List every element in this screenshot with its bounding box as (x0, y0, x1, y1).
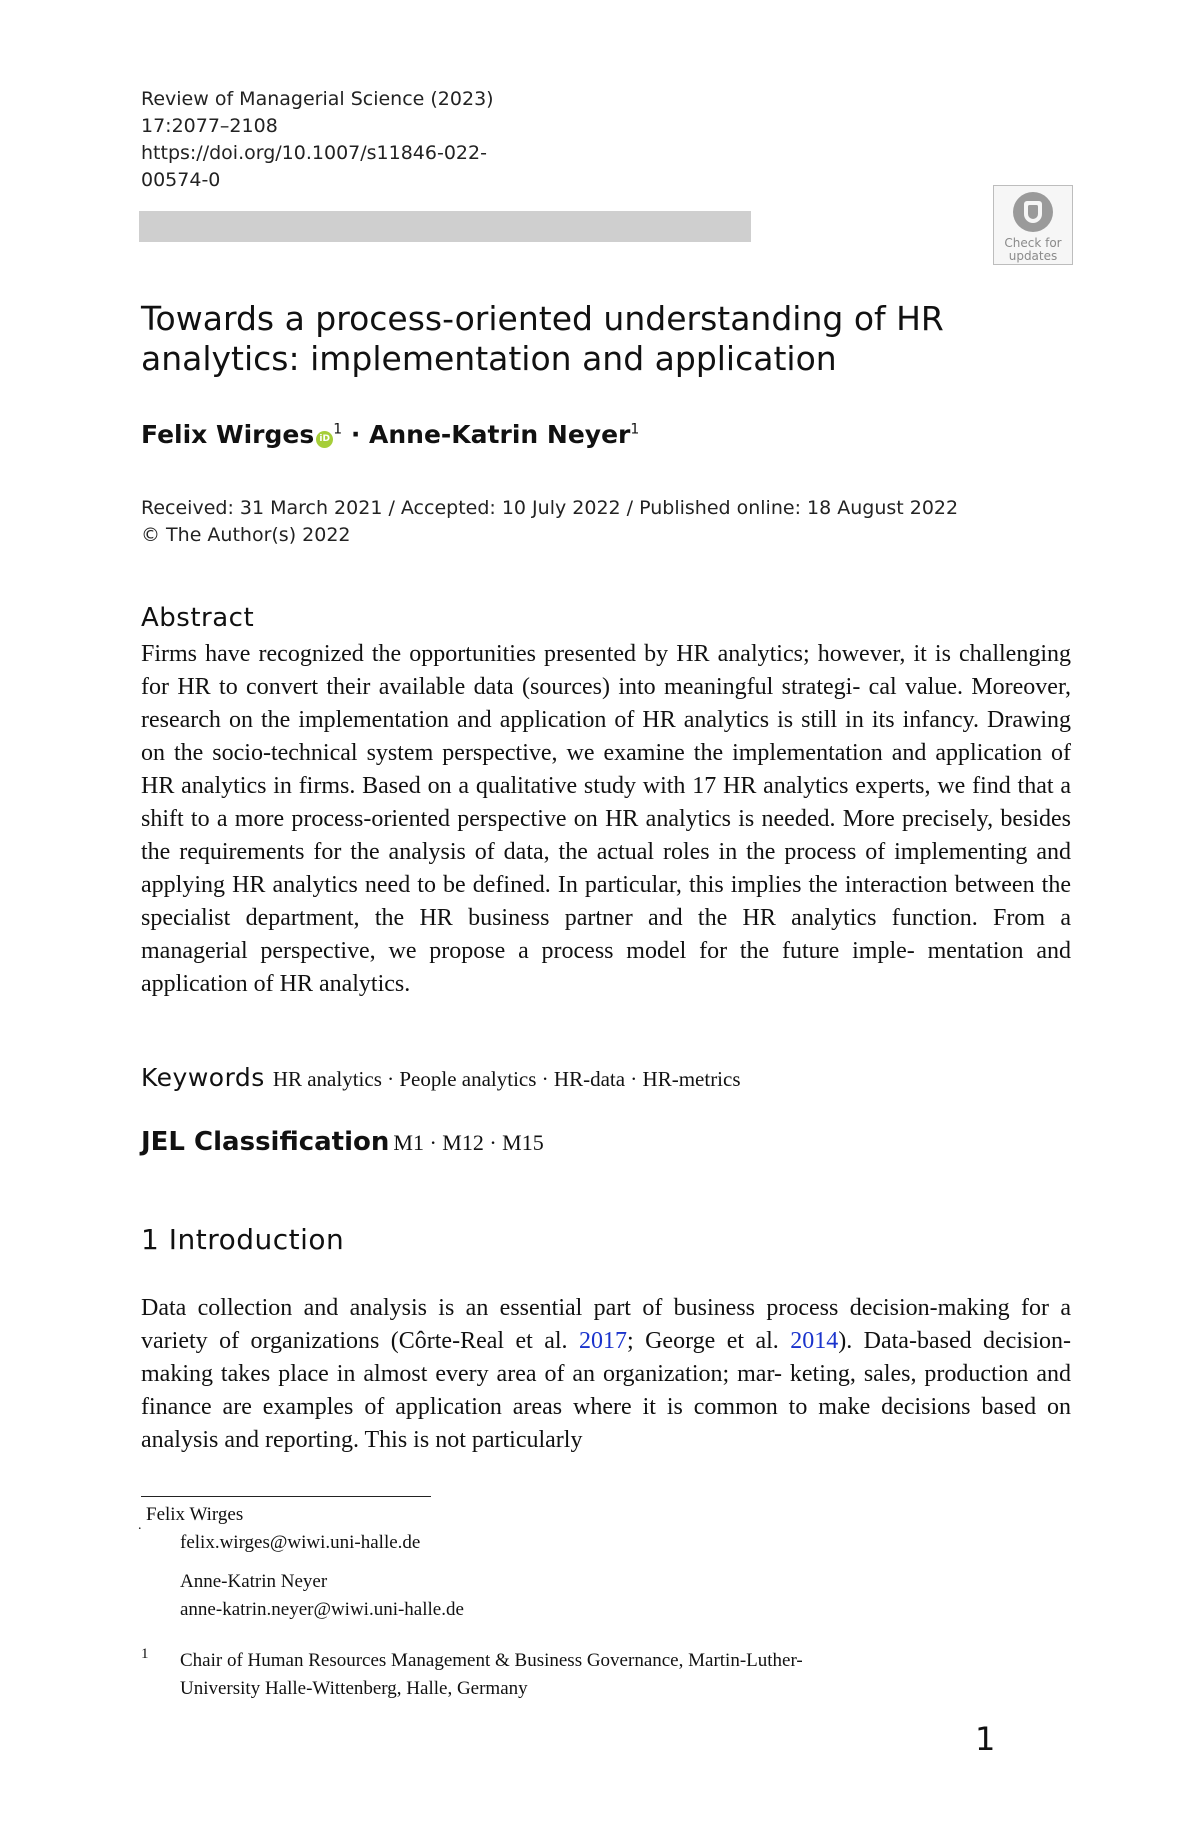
section-heading-introduction: 1 Introduction (141, 1223, 345, 1256)
footnote-email-1[interactable]: felix.wirges@wiwi.uni-halle.de (180, 1532, 421, 1553)
journal-info (141, 86, 494, 194)
footnote-marker: . (138, 1518, 142, 1533)
intro-text-a: Data collection and analysis is an essential part of business process decision-making for a variety of organizations (Côrte-Real et al. (141, 1295, 1071, 1354)
intro-text-b: ; George et al. (627, 1328, 791, 1354)
footnote-name-1: Felix Wirges (146, 1504, 244, 1525)
footnote-rule (141, 1496, 431, 1497)
keywords-label: Keywords (141, 1063, 265, 1092)
author-list (141, 420, 639, 449)
check-updates-line-1: Check for (1004, 236, 1062, 250)
citation-link-2017[interactable]: 2017 (579, 1328, 627, 1354)
update-check-icon (1013, 192, 1053, 232)
orcid-icon[interactable]: iD (316, 431, 333, 448)
author-1-affiliation: 1 (333, 421, 343, 438)
publication-dates (141, 495, 958, 549)
footnote-name-2: Anne-Katrin Neyer (180, 1571, 328, 1592)
jel-label: JEL Classification (141, 1127, 390, 1157)
abstract-heading: Abstract (141, 603, 255, 633)
doi-line-2[interactable]: 00574-0 (141, 169, 221, 191)
title-line-1: Towards a process-oriented understanding of HR (141, 299, 944, 338)
doi-line-1[interactable]: https://doi.org/10.1007/s11846-022- (141, 142, 487, 164)
keywords (141, 1063, 741, 1092)
journal-pages: 17:2077–2108 (141, 115, 278, 137)
jel-value: M1 · M12 · M15 (393, 1130, 544, 1155)
abstract-text: Firms have recognized the opportunities presented by HR analytics; however, it is challenging for HR to convert their available data (sources) into meaningful strategi- cal value. Moreover, research on the implementation and application of HR analytics is still in its infancy. Drawing on the socio-technical system perspective, we examine the implementation and application of HR analytics in firms. Based on a qualitative study with 17 HR analytics experts, we find that a shift to a more process-oriented perspective on HR analytics is needed. More precisely, besides the requirements for the analysis of data, the actual roles in the process of implementing and applying HR analytics need to be defined. In particular, this implies the interaction between the specialist department, the HR business partner and the HR analytics function. From a managerial perspective, we propose a process model for the future imple- mentation and application of HR analytics. (141, 641, 1071, 997)
author-2-affiliation: 1 (630, 421, 640, 438)
paper-title (141, 299, 1001, 379)
title-line-2: analytics: implementation and application (141, 339, 837, 378)
citation-link-2014[interactable]: 2014 (790, 1328, 839, 1354)
author-2[interactable]: Anne-Katrin Neyer (369, 420, 631, 449)
affiliation-line-1: Chair of Human Resources Management & Business Governance, Martin-Luther- (180, 1650, 803, 1671)
history-dates: Received: 31 March 2021 / Accepted: 10 July 2022 / Published online: 18 August 2022 (141, 497, 959, 519)
jel-classification (141, 1127, 544, 1157)
affiliation-line-2: University Halle-Wittenberg, Halle, Germany (180, 1678, 528, 1699)
footnote-email-2[interactable]: anne-katrin.neyer@wiwi.uni-halle.de (180, 1599, 464, 1620)
check-updates-line-2: updates (1008, 249, 1058, 263)
introduction-text (141, 1292, 1071, 1457)
page-number: 1 (975, 1720, 996, 1758)
journal-name-year: Review of Managerial Science (2023) (141, 88, 494, 110)
intro-text-c: ). Data-based decision-making takes place in almost every area of an organization; mar- keting, sales, production and finance are examples of application areas where it is common to make decisions based on analysis and reporting. This is not particularly (141, 1328, 1071, 1453)
affiliation-number: 1 (141, 1646, 149, 1662)
author-1[interactable]: Felix Wirges (141, 420, 315, 449)
keywords-value: HR analytics · People analytics · HR-data · HR-metrics (272, 1067, 741, 1091)
header-bar (139, 211, 751, 242)
copyright: © The Author(s) 2022 (141, 524, 351, 546)
check-for-updates-badge[interactable] (993, 185, 1073, 265)
author-separator: · (342, 420, 370, 449)
